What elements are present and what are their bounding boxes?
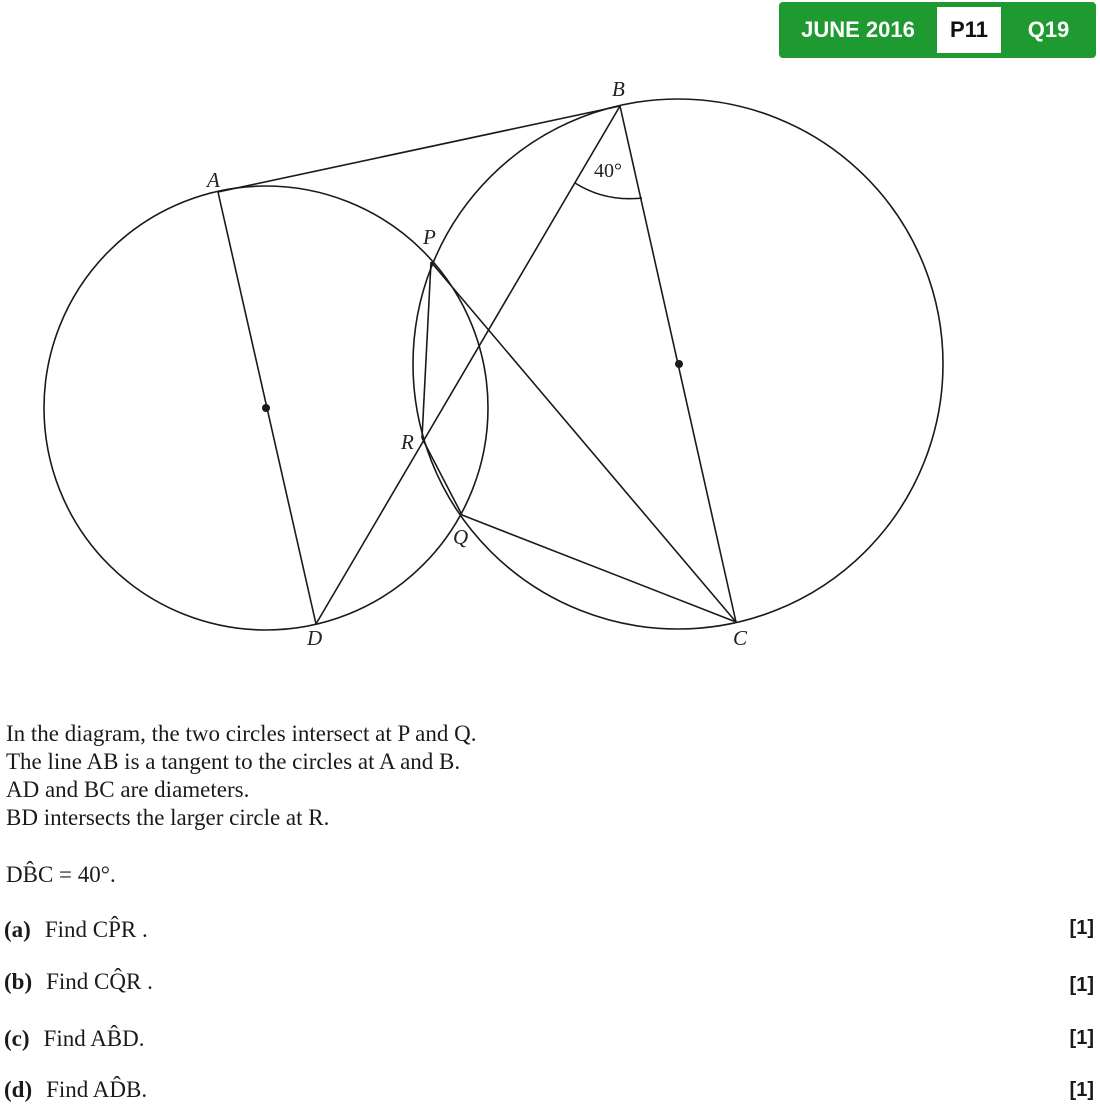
label-R: R bbox=[401, 430, 414, 454]
part-d-label: (d) bbox=[4, 1077, 33, 1102]
stem-line-4: BD intersects the larger circle at R. bbox=[6, 805, 330, 830]
question-stem bbox=[6, 720, 477, 832]
angle-label-40: 40° bbox=[594, 160, 622, 182]
question-number: Q19 bbox=[1027, 17, 1070, 42]
paper-number: P11 bbox=[937, 7, 1001, 53]
line-RQ bbox=[422, 438, 462, 515]
part-a bbox=[4, 917, 148, 943]
exam-session: JUNE 2016 bbox=[801, 17, 915, 42]
label-Q: Q bbox=[453, 525, 469, 549]
part-b-marks: [1] bbox=[1069, 974, 1094, 996]
label-B: B bbox=[612, 77, 625, 101]
part-b bbox=[4, 969, 153, 995]
label-D: D bbox=[307, 626, 323, 650]
stem-line-2: The line AB is a tangent to the circles at A and B. bbox=[6, 749, 461, 774]
line-PC bbox=[431, 262, 736, 622]
line-QC bbox=[462, 515, 736, 622]
given-angle: DB̂C = 40°. bbox=[6, 862, 116, 887]
part-d-text: Find AD̂B. bbox=[46, 1077, 148, 1102]
stem-line-1: In the diagram, the two circles intersect at P and Q. bbox=[6, 721, 477, 746]
small-circle-centre bbox=[262, 404, 270, 412]
part-c-text: Find AB̂D. bbox=[43, 1026, 145, 1051]
large-circle-centre bbox=[675, 360, 683, 368]
part-a-marks: [1] bbox=[1069, 917, 1094, 939]
tangent-AB bbox=[218, 106, 620, 192]
angle-arc-DBC bbox=[575, 183, 642, 199]
part-c bbox=[4, 1026, 145, 1052]
part-c-marks: [1] bbox=[1069, 1027, 1094, 1049]
part-d bbox=[4, 1077, 147, 1103]
part-b-text: Find CQ̂R . bbox=[46, 969, 153, 994]
part-b-label: (b) bbox=[4, 969, 33, 994]
label-A: A bbox=[207, 168, 220, 192]
part-c-label: (c) bbox=[4, 1026, 30, 1051]
part-d-marks: [1] bbox=[1069, 1079, 1094, 1101]
label-C: C bbox=[733, 626, 748, 650]
part-a-text: Find CP̂R . bbox=[44, 917, 148, 942]
part-a-label: (a) bbox=[4, 917, 31, 942]
stem-line-3: AD and BC are diameters. bbox=[6, 777, 250, 802]
label-P: P bbox=[423, 225, 436, 249]
